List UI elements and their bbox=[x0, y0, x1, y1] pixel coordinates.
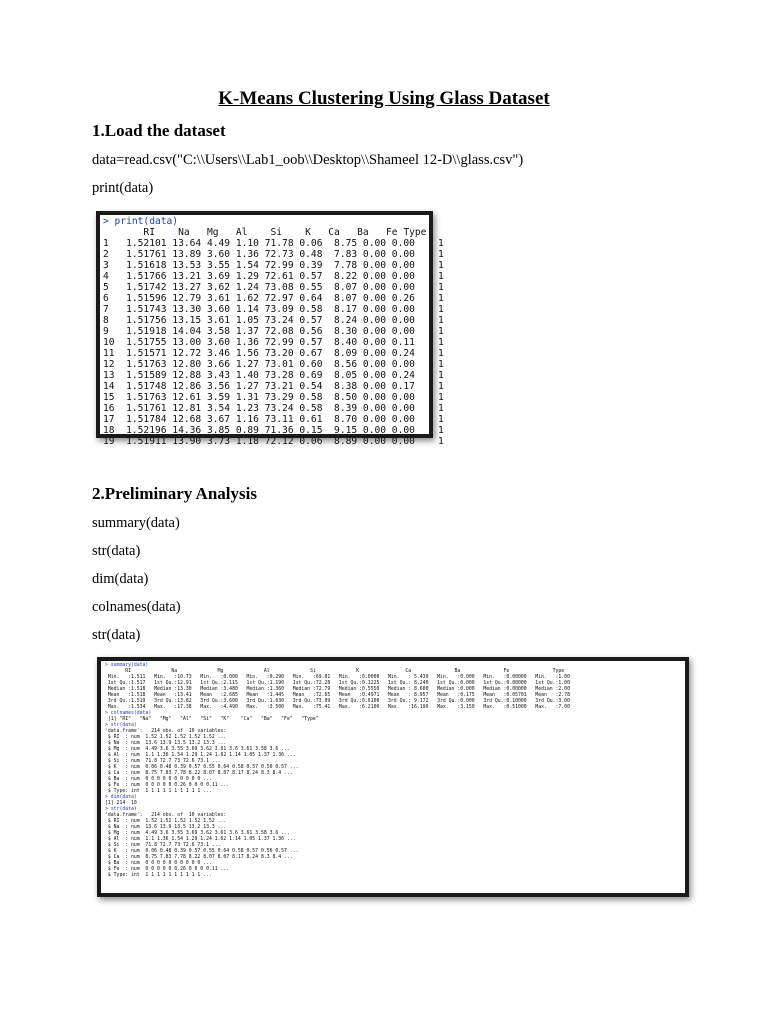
analysis-output-screenshot bbox=[97, 657, 689, 897]
summary-line: summary(data) bbox=[92, 515, 180, 531]
cmd-colnames: > colnames(data) bbox=[105, 711, 152, 716]
str-output-1: 'data.frame': 214 obs. of 10 variables: $ RI : num 1.52 1.52 1.52 1.52 1.52 ... $ Na : num 13.6 13.9 13.5 13.2 13.3 ... $ Mg : num 4.49 3.6 3.55 3.69 3.62 3.61 3.6 3.61 3.58 3.6 ... $ Al : num 1.1 1.36 1.54 1.29 1.24 1.62 1.14 1.05 1.37 1.36 ... $ Si : num 71.8 72.7 73 72.6 73.1 ... $ K : num 0.06 0.48 0.39 0.57 0.55 0.64 0.58 0.57 0.56 0.57 ... $ Ca : num 8.75 7.83 7.78 8.22 8.07 8.07 8.17 8.24 8.3 8.4 ... $ Ba : num 0 0 0 0 0 0 0 0 0 0 ... $ Fe : num 0 0 0 0 0 0.26 0 0 0 0.11 ... $ Type: int 1 1 1 1 1 1 1 1 1 1 ... bbox=[105, 729, 299, 794]
console-data-table: RI Na Mg Al Si K Ca Ba Fe Type 1 1.52101 13.64 4.49 1.10 71.78 0.06 8.75 0.00 0.00 1 2 1.51761 13.89 3.60 1.36 72.73 0.48 7.83 0.00 0.00 1 3 1.51618 13.53 3.55 1.54 72.99 0.39 7.78 0.00 0.00 1 4 1.51766 13.21 3.69 1.29 72.61 0.57 8.22 0.00 0.00 1 5 1.51742 13.27 3.62 1.24 73.08 0.55 8.07 0.00 0.00 1 6 1.51596 12.79 3.61 1.62 72.97 0.64 8.07 0.00 0.26 1 7 1.51743 13.30 3.60 1.14 73.09 0.58 8.17 0.00 0.00 1 8 1.51756 13.15 3.61 1.05 73.24 0.57 8.24 0.00 0.00 1 9 1.51918 14.04 3.58 1.37 72.08 0.56 8.30 0.00 0.00 1 10 1.51755 13.00 3.60 1.36 72.99 0.57 8.40 0.00 0.11 1 11 1.51571 12.72 3.46 1.56 73.20 0.67 8.09 0.00 0.24 1 12 1.51763 12.80 3.66 1.27 73.01 0.60 8.56 0.00 0.00 1 13 1.51589 12.88 3.43 1.40 73.28 0.69 8.05 0.00 0.24 1 14 1.51748 12.86 3.56 1.27 73.21 0.54 8.38 0.00 0.17 1 15 1.51763 12.61 3.59 1.31 73.29 0.58 8.50 0.00 0.00 1 16 1.51761 12.81 3.54 1.23 73.24 0.58 8.39 0.00 0.00 1 17 1.51784 12.68 3.67 1.16 73.11 0.61 8.70 0.00 0.00 1 18 1.52196 14.36 3.85 0.89 71.36 0.15 9.15 0.00 0.00 1 19 1.51911 13.90 3.73 1.18 72.12 0.06 8.89 0.00 0.00 1 bbox=[103, 227, 444, 447]
cmd-str-2: > str(data) bbox=[105, 807, 137, 812]
console-command: > print(data) bbox=[103, 216, 179, 227]
colnames-line: colnames(data) bbox=[92, 599, 181, 615]
read-csv-line: data=read.csv("C:\\Users\\Lab1_oob\\Desktop\\Shameel 12-D\\glass.csv") bbox=[92, 152, 524, 168]
cmd-str-1: > str(data) bbox=[105, 723, 137, 728]
cmd-dim: > dim(data) bbox=[105, 795, 137, 800]
section2-heading: 2.Preliminary Analysis bbox=[92, 484, 257, 503]
page-title: K-Means Clustering Using Glass Dataset bbox=[218, 88, 550, 109]
colnames-output: [1] "RI" "Na" "Mg" "Al" "Si" "K" "Ca" "Ba" "Fe" "Type" bbox=[105, 717, 319, 722]
str-line-2: str(data) bbox=[92, 627, 141, 643]
dim-line: dim(data) bbox=[92, 571, 149, 587]
cmd-summary: > summary(data) bbox=[105, 663, 149, 668]
str-output-2: 'data.frame': 214 obs. of 10 variables: $ RI : num 1.52 1.52 1.52 1.52 1.52 ... $ Na : num 13.6 13.9 13.5 13.2 13.3 ... $ Mg : num 4.49 3.6 3.55 3.69 3.62 3.61 3.6 3.61 3.58 3.6 ... $ Al : num 1.1 1.36 1.54 1.29 1.24 1.62 1.14 1.05 1.37 1.36 ... $ Si : num 71.8 72.7 73 72.6 73.1 ... $ K : num 0.06 0.48 0.39 0.57 0.55 0.64 0.58 0.57 0.56 0.57 ... $ Ca : num 8.75 7.83 7.78 8.22 8.07 8.07 8.17 8.24 8.3 8.4 ... $ Ba : num 0 0 0 0 0 0 0 0 0 0 ... $ Fe : num 0 0 0 0 0 0.26 0 0 0 0.11 ... $ Type: int 1 1 1 1 1 1 1 1 1 1 ... bbox=[105, 813, 299, 878]
print-output-screenshot bbox=[96, 211, 444, 447]
str-line: str(data) bbox=[92, 543, 141, 559]
summary-output: RI Na Mg Al Si K Ca Ba Fe Type Min. :1.511 Min. :10.73 Min. :0.000 Min. :0.290 Min. :69.81 Min. :0.0000 Min. : 5.430 Min. :0.000 Min. :0.00000 Min. :1.00 1st Qu.:1.517 1st Qu.:12.91 1st Qu.:2.115 1st Qu.:1.190 1st Qu.:72.28 1st Qu.:0.1225 1st Qu.: 8.240 1st Qu.:0.000 1st Qu.:0.00000 1st Qu.:1.00 Median :1.518 Median :13.30 Median :3.480 Median :1.360 Median :72.79 Median :0.5550 Median : 8.600 Median :0.000 Median :0.00000 Median :2.00 Mean :1.518 Mean :13.41 Mean :2.685 Mean :1.445 Mean :72.65 Mean :0.4971 Mean : 8.957 Mean :0.175 Mean :0.05701 Mean :2.78 3rd Qu.:1.519 3rd Qu.:13.82 3rd Qu.:3.600 3rd Qu.:1.630 3rd Qu.:73.09 3rd Qu.:0.6100 3rd Qu.: 9.172 3rd Qu.:0.000 3rd Qu.:0.10000 3rd Qu.:3.00 Max. :1.534 Max. :17.38 Max. :4.490 Max. :3.500 Max. :75.41 Max. :6.2100 Max. :16.190 Max. :3.150 Max. :0.51000 Max. :7.00 bbox=[107, 669, 570, 710]
section1-heading: 1.Load the dataset bbox=[92, 121, 226, 140]
dim-output: [1] 214 10 bbox=[105, 801, 137, 806]
print-line: print(data) bbox=[92, 180, 154, 196]
